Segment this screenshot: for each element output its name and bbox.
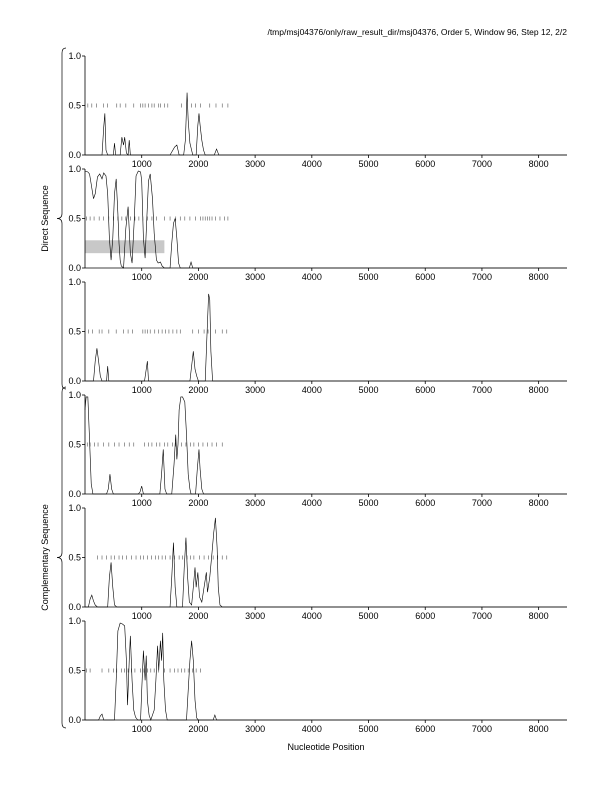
x-tick-label: 4000 (301, 385, 322, 395)
run-header: /tmp/msj04376/only/raw_result_dir/msj04376, Order 5, Window 96, Step 12, 2/2 (267, 27, 567, 37)
x-tick-label: 6000 (415, 611, 436, 621)
x-tick-label: 5000 (358, 385, 379, 395)
y-tick-label: 1.0 (68, 277, 81, 287)
x-tick-label: 6000 (415, 498, 436, 508)
x-tick-label: 4000 (301, 498, 322, 508)
x-tick-label: 3000 (245, 724, 266, 734)
x-tick-label: 6000 (415, 272, 436, 282)
x-tick-label: 7000 (471, 724, 492, 734)
y-tick-label: 1.0 (68, 51, 81, 61)
x-tick-label: 8000 (528, 611, 549, 621)
group-brace (57, 387, 66, 728)
x-tick-label: 8000 (528, 272, 549, 282)
x-tick-label: 7000 (471, 385, 492, 395)
x-tick-label: 5000 (358, 611, 379, 621)
x-tick-label: 3000 (245, 498, 266, 508)
x-tick-label: 8000 (528, 385, 549, 395)
panel-frame--1 (68, 390, 567, 508)
y-tick-label: 0.0 (68, 489, 81, 499)
panels (68, 51, 567, 734)
x-tick-label: 1000 (131, 272, 152, 282)
x-tick-label: 1000 (131, 724, 152, 734)
probability-line (85, 171, 567, 268)
x-tick-label: 6000 (415, 724, 436, 734)
y-tick-label: 1.0 (68, 164, 81, 174)
x-tick-label: 3000 (245, 159, 266, 169)
panel-frame-2 (68, 164, 567, 282)
x-tick-label: 8000 (528, 159, 549, 169)
panel-frame--3 (68, 616, 567, 734)
sequence-groups (40, 48, 66, 728)
x-tick-label: 2000 (188, 611, 209, 621)
probability-line (85, 518, 567, 607)
group-1 (40, 387, 66, 728)
y-tick-label: 0.0 (68, 715, 81, 725)
x-tick-label: 4000 (301, 272, 322, 282)
x-tick-label: 3000 (245, 272, 266, 282)
x-tick-label: 6000 (415, 159, 436, 169)
probability-line (85, 93, 567, 155)
x-tick-label: 2000 (188, 385, 209, 395)
x-tick-label: 1000 (131, 159, 152, 169)
x-tick-label: 5000 (358, 724, 379, 734)
probability-line (85, 294, 567, 381)
x-tick-label: 1000 (131, 611, 152, 621)
x-tick-label: 7000 (471, 498, 492, 508)
x-tick-label: 2000 (188, 159, 209, 169)
x-tick-label: 8000 (528, 498, 549, 508)
y-tick-label: 0.5 (68, 100, 81, 111)
group-0 (40, 48, 66, 389)
panel-frame-3 (68, 277, 567, 395)
y-tick-label: 0.0 (68, 263, 81, 273)
x-tick-label: 8000 (528, 724, 549, 734)
y-tick-label: 0.5 (68, 552, 81, 563)
probability-line (85, 623, 567, 720)
x-tick-label: 5000 (358, 272, 379, 282)
y-tick-label: 1.0 (68, 503, 81, 513)
x-tick-label: 7000 (471, 272, 492, 282)
y-tick-label: 0.5 (68, 326, 81, 337)
x-tick-label: 7000 (471, 159, 492, 169)
x-tick-label: 5000 (358, 159, 379, 169)
x-tick-label: 3000 (245, 611, 266, 621)
y-tick-label: 0.5 (68, 213, 81, 224)
probability-line (85, 397, 567, 494)
x-tick-label: 1000 (131, 385, 152, 395)
x-tick-label: 3000 (245, 385, 266, 395)
x-tick-label: 7000 (471, 611, 492, 621)
x-axis-title: Nucleotide Position (287, 742, 365, 752)
y-tick-label: 0.0 (68, 602, 81, 612)
x-tick-label: 5000 (358, 498, 379, 508)
x-tick-label: 4000 (301, 724, 322, 734)
x-tick-label: 6000 (415, 385, 436, 395)
y-tick-label: 1.0 (68, 390, 81, 400)
x-tick-label: 2000 (188, 724, 209, 734)
x-tick-label: 2000 (188, 498, 209, 508)
group-brace (57, 48, 66, 389)
panel-frame--2 (68, 503, 567, 621)
x-tick-label: 4000 (301, 611, 322, 621)
y-tick-label: 0.0 (68, 376, 81, 386)
y-tick-label: 0.5 (68, 665, 81, 676)
x-tick-label: 4000 (301, 159, 322, 169)
group-label: Complementary Sequence (40, 504, 50, 611)
x-tick-label: 1000 (131, 498, 152, 508)
x-tick-label: 2000 (188, 272, 209, 282)
group-label: Direct Sequence (40, 185, 50, 252)
y-tick-label: 1.0 (68, 616, 81, 626)
y-tick-label: 0.5 (68, 439, 81, 450)
y-tick-label: 0.0 (68, 150, 81, 160)
panel-frame-1 (68, 51, 567, 169)
